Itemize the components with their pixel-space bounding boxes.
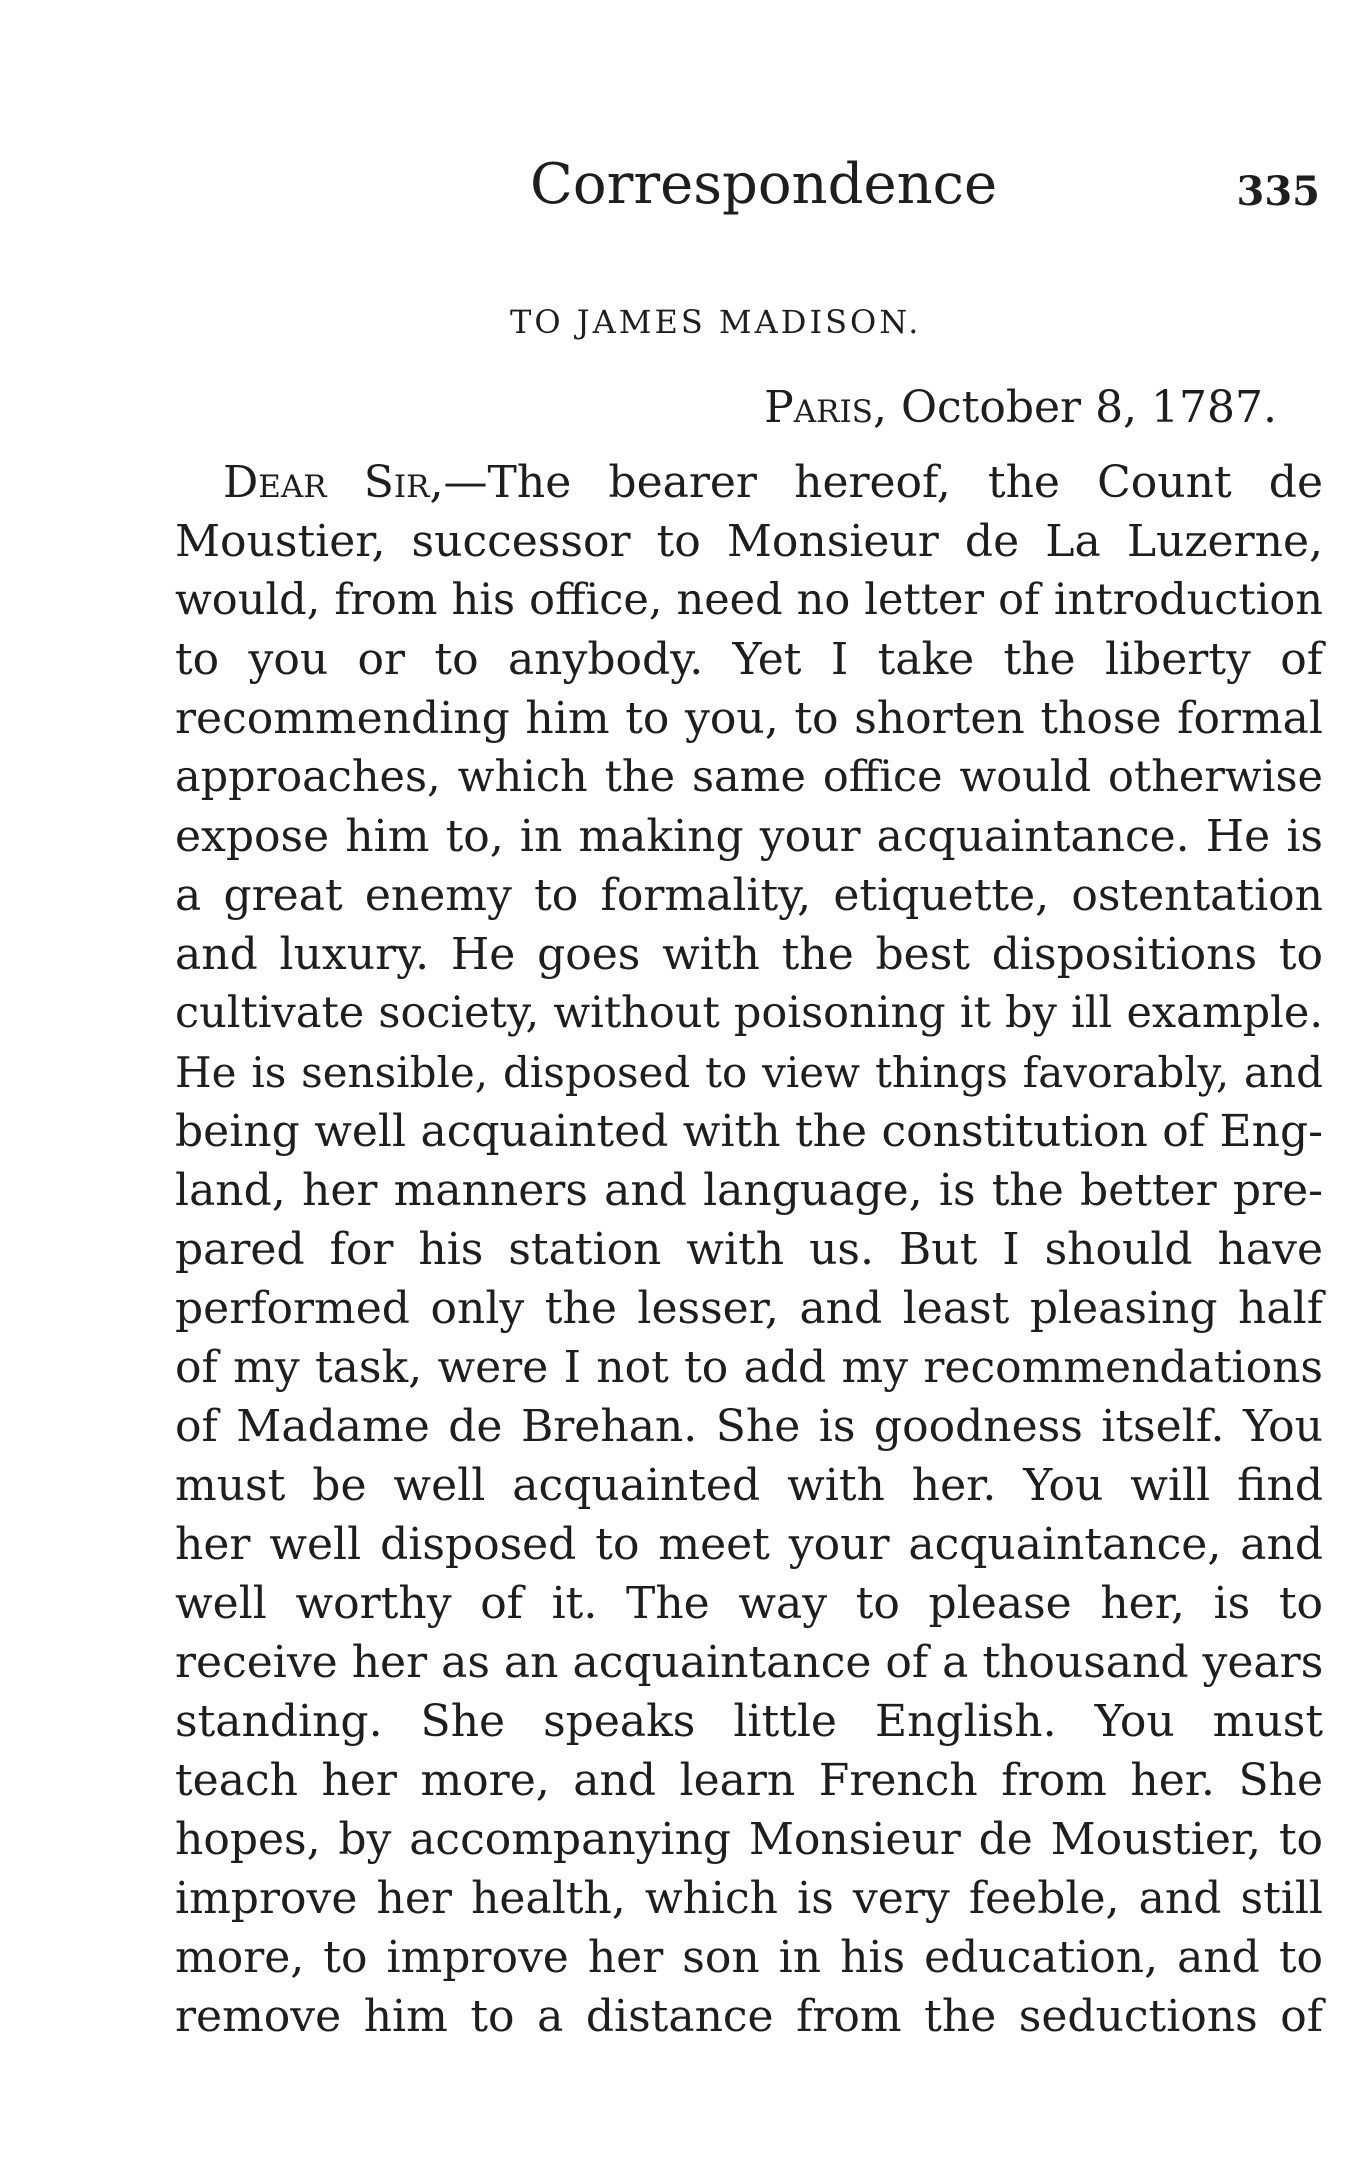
text-line: and luxury. He goes with the best dispositions to (175, 929, 1323, 980)
text-line: cultivate society, without poisoning it by ill example. (175, 988, 1323, 1038)
text-line: expose him to, in making your acquaintance. He is (175, 811, 1323, 862)
page-number: 335 (1236, 168, 1320, 215)
text-line: of Madame de Brehan. She is goodness itself. You (175, 1401, 1323, 1452)
text-line: pared for his station with us. But I should have (175, 1224, 1323, 1275)
text-line (175, 453, 1323, 512)
text-line: well worthy of it. The way to please her, is to (175, 1578, 1323, 1629)
first-line-text: —The bearer hereof, the Count de (443, 457, 1323, 508)
text-line: to you or to anybody. Yet I take the liberty of (175, 634, 1323, 685)
dateline (764, 380, 1277, 436)
letter-body (175, 453, 1323, 2046)
text-line: hopes, by accompanying Monsieur de Moustier, to (175, 1814, 1323, 1865)
text-line: her well disposed to meet your acquaintance, and (175, 1519, 1323, 1570)
text-line: a great enemy to formality, etiquette, ostentation (175, 870, 1323, 921)
text-line: teach her more, and learn French from her. She (175, 1755, 1323, 1806)
text-line: more, to improve her son in his education, and to (175, 1932, 1323, 1983)
text-line: improve her health, which is very feeble, and still (175, 1873, 1323, 1924)
text-line: approaches, which the same office would otherwise (175, 752, 1323, 802)
dateline-place: Paris, (764, 382, 887, 433)
text-line: of my task, were I not to add my recommendations (175, 1342, 1323, 1393)
dateline-date: October 8, 1787. (900, 382, 1277, 433)
text-line: He is sensible, disposed to view things favorably, and (175, 1048, 1323, 1097)
text-line: must be well acquainted with her. You will find (175, 1460, 1323, 1511)
salutation: Dear Sir, (223, 457, 444, 508)
text-line: land, her manners and language, is the better pre- (175, 1165, 1323, 1216)
text-line: being well acquainted with the constitution of Eng- (175, 1106, 1323, 1157)
text-line: Moustier, successor to Monsieur de La Luzerne, (175, 516, 1323, 567)
letter-heading: TO JAMES MADISON. (510, 303, 922, 341)
text-line: performed only the lesser, and least pleasing half (175, 1283, 1323, 1334)
text-line: standing. She speaks little English. You must (175, 1696, 1323, 1747)
text-line: remove him to a distance from the seductions of (175, 1991, 1323, 2042)
text-line: receive her as an acquaintance of a thousand years (175, 1637, 1324, 1688)
text-line: recommending him to you, to shorten those formal (175, 693, 1323, 744)
running-title: Correspondence (530, 152, 998, 217)
text-line: would, from his office, need no letter of introduction (175, 575, 1323, 625)
